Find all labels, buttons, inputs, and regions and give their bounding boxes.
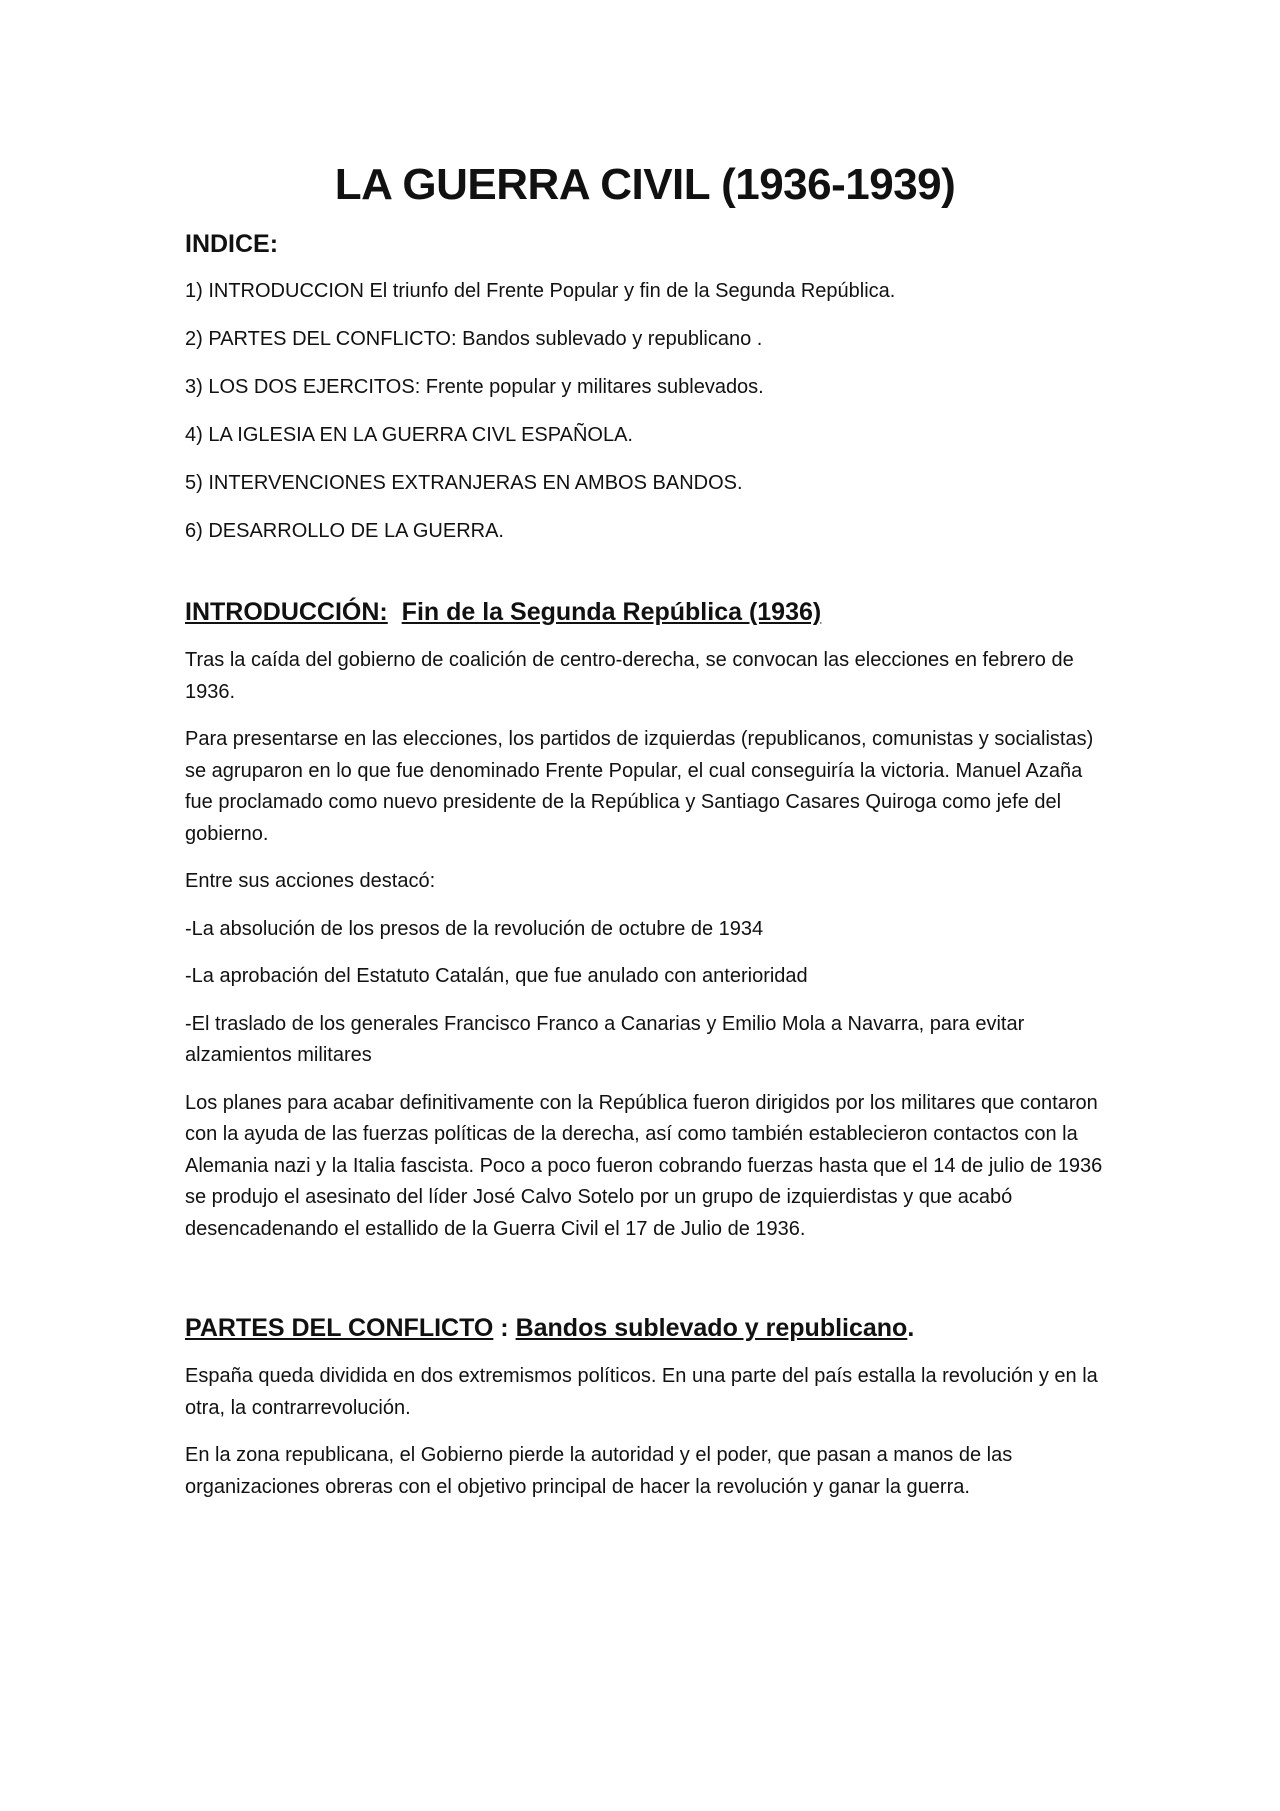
- intro-section: [185, 595, 1105, 1245]
- index-item: 6) DESARROLLO DE LA GUERRA.: [185, 520, 504, 542]
- partes-heading-end: .: [907, 1314, 915, 1342]
- document-content: [185, 160, 1105, 1519]
- index-item: 4) LA IGLESIA EN LA GUERRA CIVL ESPAÑOLA.: [185, 424, 633, 446]
- partes-heading: [185, 1311, 1105, 1345]
- paragraph: Los planes para acabar definitivamente con la República fueron dirigidos por los militares que contaron con la ayuda de las fuerzas políticas de la derecha, así como también establecieron contactos con la Alemania nazi y la Italia fascista. Poco a poco fueron cobrando fuerzas hasta que el 14 de julio de 1936 se produjo el asesinato del líder José Calvo Sotelo por un grupo de izquierdistas y que acabó desencadenando el estallido de la Guerra Civil el 17 de Julio de 1936.: [185, 1091, 1103, 1240]
- index-item: 2) PARTES DEL CONFLICTO: Bandos sublevado y republicano .: [185, 328, 763, 350]
- partes-heading-separator: :: [493, 1314, 516, 1342]
- index-heading: INDICE:: [185, 230, 279, 258]
- paragraph: Tras la caída del gobierno de coalición de centro-derecha, se convocan las elecciones en febrero de 1936.: [185, 649, 1074, 703]
- partes-heading-subtitle: Bandos sublevado y republicano: [515, 1314, 908, 1342]
- index-list: [185, 277, 1105, 545]
- intro-heading-label: INTRODUCCIÓN:: [185, 598, 388, 626]
- paragraph: Para presentarse en las elecciones, los partidos de izquierdas (republicanos, comunistas y socialistas) se agruparon en lo que fue denominado Frente Popular, el cual conseguiría la victoria. Manuel Azaña fue proclamado como nuevo presidente de la República y Santiago Casares Quiroga como jefe del gobierno.: [185, 728, 1094, 845]
- index-item: 3) LOS DOS EJERCITOS: Frente popular y militares sublevados.: [185, 376, 764, 398]
- document-title: LA GUERRA CIVIL (1936-1939): [334, 160, 956, 209]
- intro-heading-subtitle: Fin de la Segunda República (1936): [401, 598, 822, 626]
- index-item: 1) INTRODUCCION El triunfo del Frente Popular y fin de la Segunda República.: [185, 280, 896, 302]
- paragraph: -El traslado de los generales Francisco Franco a Canarias y Emilio Mola a Navarra, para evitar alzamientos militares: [185, 1012, 1025, 1066]
- paragraph: En la zona republicana, el Gobierno pierde la autoridad y el poder, que pasan a manos de las organizaciones obreras con el objetivo principal de hacer la revolución y ganar la guerra.: [185, 1444, 1013, 1498]
- index-item: 5) INTERVENCIONES EXTRANJERAS EN AMBOS BANDOS.: [185, 472, 743, 494]
- paragraph: España queda dividida en dos extremismos políticos. En una parte del país estalla la revolución y en la otra, la contrarrevolución.: [185, 1365, 1098, 1419]
- partes-section: [185, 1311, 1105, 1503]
- paragraph: -La absolución de los presos de la revolución de octubre de 1934: [185, 917, 764, 940]
- intro-heading: [185, 595, 1105, 629]
- paragraph: -La aprobación del Estatuto Catalán, que fue anulado con anterioridad: [185, 965, 808, 987]
- paragraph: Entre sus acciones destacó:: [185, 870, 436, 892]
- partes-heading-label: PARTES DEL CONFLICTO: [185, 1314, 494, 1342]
